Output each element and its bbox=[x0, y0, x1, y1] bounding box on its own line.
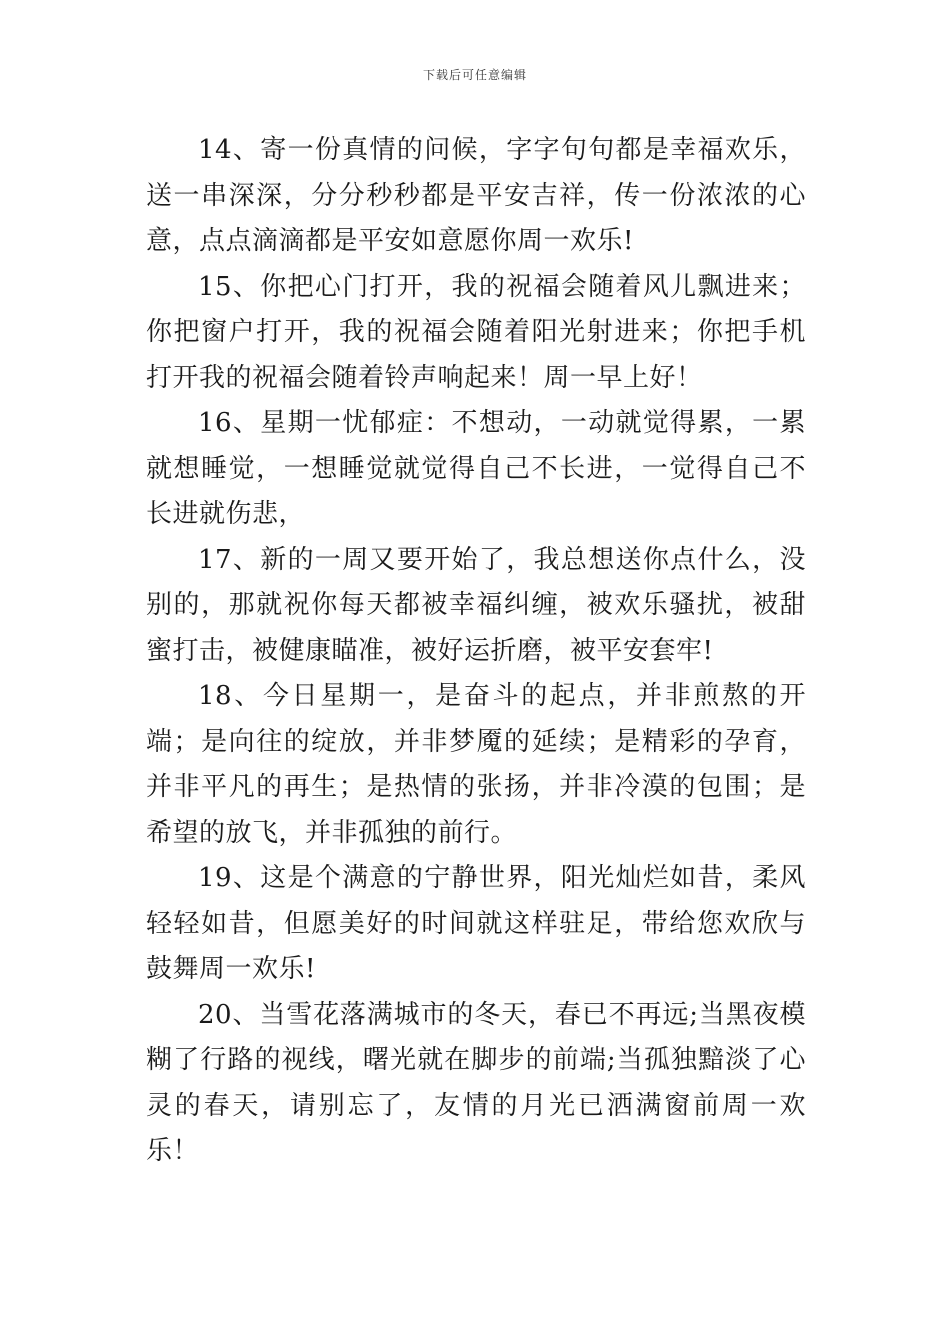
paragraph-15: 15、你把心门打开，我的祝福会随着风儿飘进来；你把窗户打开，我的祝福会随着阳光射进来；你把手机打开我的祝福会随着铃声响起来！周一早上好！ bbox=[146, 271, 806, 393]
paragraph-16: 16、星期一忧郁症：不想动，一动就觉得累，一累就想睡觉，一想睡觉就觉得自己不长进，一觉得自己不长进就伤悲， bbox=[146, 408, 806, 529]
document-body bbox=[146, 128, 806, 1175]
paragraph-17: 17、新的一周又要开始了，我总想送你点什么，没别的，那就祝你每天都被幸福纠缠，被欢乐骚扰，被甜蜜打击，被健康瞄准，被好运折磨，被平安套牢! bbox=[146, 544, 806, 666]
paragraph-18: 18、今日星期一，是奋斗的起点，并非煎熬的开端；是向往的绽放，并非梦魇的延续；是精彩的孕育，并非平凡的再生；是热情的张扬，并非冷漠的包围；是希望的放飞，并非孤独的前行。 bbox=[146, 681, 806, 848]
paragraph-19: 19、这是个满意的宁静世界，阳光灿烂如昔，柔风轻轻如昔，但愿美好的时间就这样驻足，带给您欢欣与鼓舞周一欢乐! bbox=[146, 863, 806, 984]
page-header: 下载后可任意编辑 bbox=[422, 68, 527, 82]
paragraph-14: 14、寄一份真情的问候，字字句句都是幸福欢乐，送一串深深，分分秒秒都是平安吉祥，传一份浓浓的心意，点点滴滴都是平安如意愿你周一欢乐! bbox=[146, 135, 806, 256]
paragraph-20: 20、当雪花落满城市的冬天，春已不再远;当黑夜模糊了行路的视线，曙光就在脚步的前端;当孤独黯淡了心灵的春天，请别忘了，友情的月光已洒满窗前周一欢乐！ bbox=[146, 999, 806, 1166]
